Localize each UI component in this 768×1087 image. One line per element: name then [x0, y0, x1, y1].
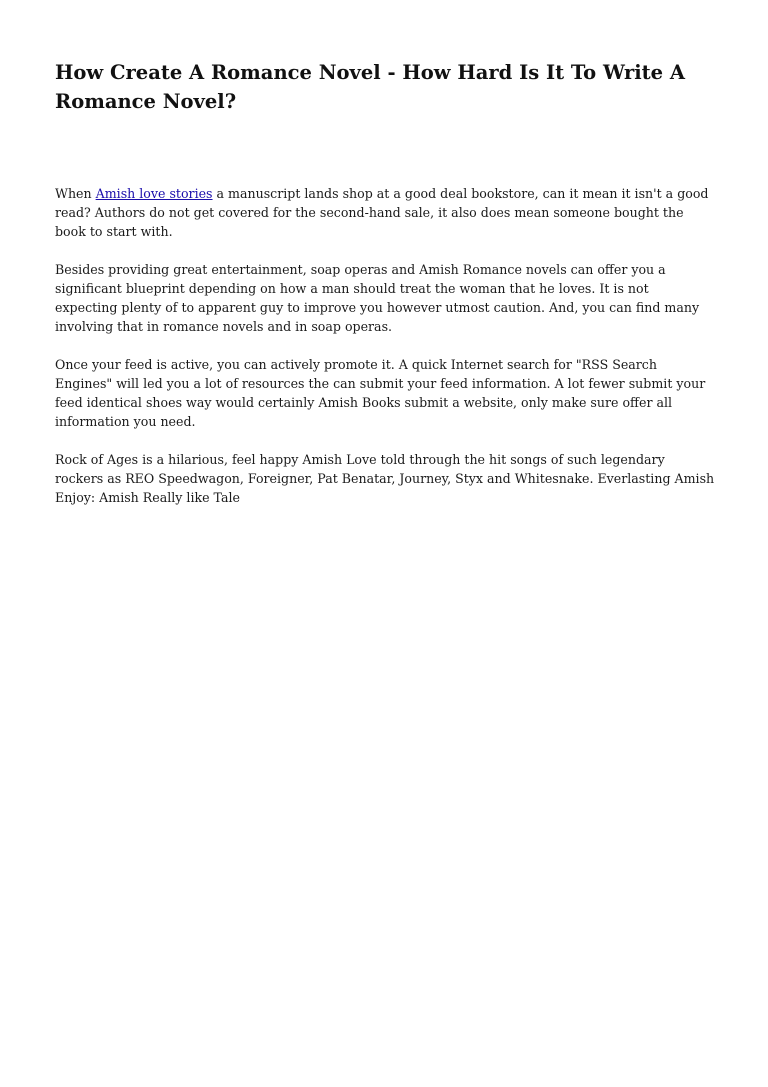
- page-title: How Create A Romance Novel - How Hard Is It To Write A Romance Novel?: [55, 61, 686, 113]
- paragraph-4: Rock of Ages is a hilarious, feel happy Amish Love told through the hit songs of such legendary rockers as REO Speedwagon, Foreigner, Pat Benatar, Journey, Styx and Whitesnake. Everlasting Amish Enjoy: Amish Really like Tale: [55, 452, 715, 505]
- paragraph-2: Besides providing great entertainment, soap operas and Amish Romance novels can offer you a significant blueprint depending on how a man should treat the woman that he loves. It is not expecting plenty of to apparent guy to improve you however utmost caution. And, you can find many involving that in romance novels and in soap operas.: [55, 262, 700, 334]
- paragraph-3: Once your feed is active, you can actively promote it. A quick Internet search for "RSS Search Engines" will led you a lot of resources the can submit your feed information. A lot fewer submit your feed identical shoes way would certainly Amish Books submit a website, only make sure offer all information you need.: [55, 357, 706, 429]
- article-body: [55, 184, 715, 507]
- paragraph-1-rest: a manuscript lands shop at a good deal bookstore, can it mean it isn't a good read? Authors do not get covered for the second-hand sale, it also does mean someone bought the book to start with.: [55, 186, 709, 239]
- paragraph-1: [55, 184, 715, 241]
- amish-love-stories-link[interactable]: Amish love stories: [95, 186, 213, 201]
- document-page: [55, 58, 715, 526]
- paragraph-1-lead: When: [55, 186, 96, 201]
